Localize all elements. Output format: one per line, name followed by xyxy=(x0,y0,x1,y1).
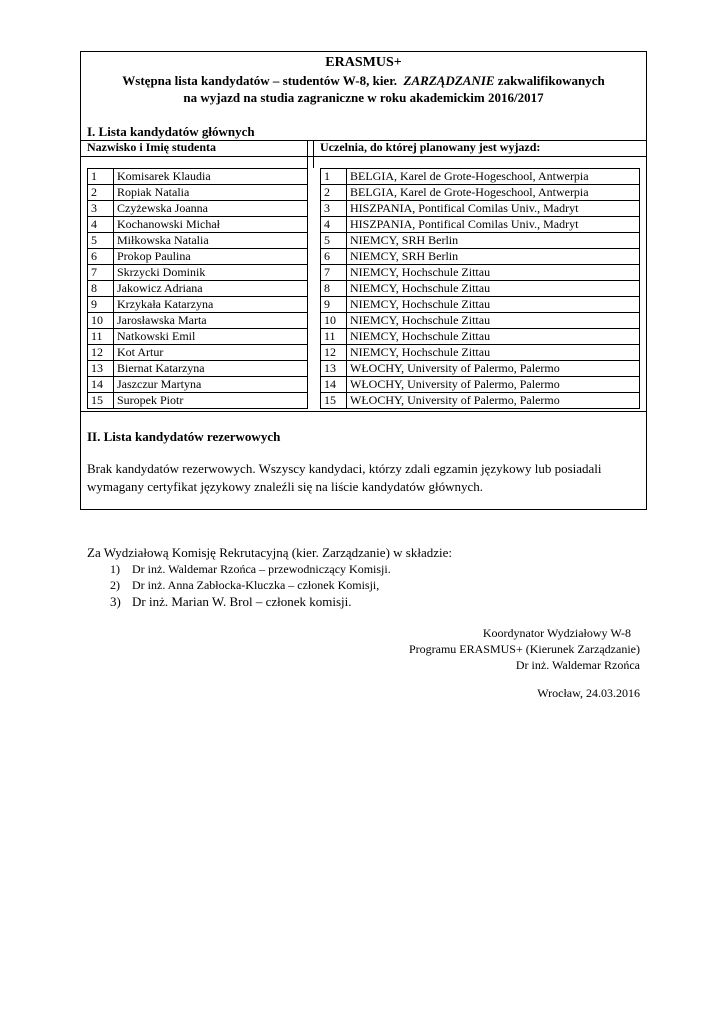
university-row xyxy=(321,361,640,377)
signature-line3: Dr inż. Waldemar Rzońca xyxy=(515,658,640,672)
university-row-name: NIEMCY, Hochschule Zittau xyxy=(347,265,640,281)
university-row-name: NIEMCY, Hochschule Zittau xyxy=(347,297,640,313)
student-row xyxy=(88,217,308,233)
university-row xyxy=(321,345,640,361)
student-row-name: Prokop Paulina xyxy=(114,249,308,265)
row-number: 7 xyxy=(88,265,114,281)
row-number: 4 xyxy=(321,217,347,233)
header-bottom-divider xyxy=(81,156,646,157)
university-row xyxy=(321,233,640,249)
row-number: 5 xyxy=(321,233,347,249)
university-row xyxy=(321,329,640,345)
row-number: 15 xyxy=(321,393,347,409)
university-row-name: NIEMCY, SRH Berlin xyxy=(347,249,640,265)
university-row-name: NIEMCY, SRH Berlin xyxy=(347,233,640,249)
row-number: 9 xyxy=(88,297,114,313)
student-row xyxy=(88,345,308,361)
student-row-name: Ropiak Natalia xyxy=(114,185,308,201)
university-column-header: Uczelnia, do której planowany jest wyjazd: xyxy=(320,140,541,154)
member-number: 2) xyxy=(110,578,120,592)
member-number: 1) xyxy=(110,562,120,576)
document-title: ERASMUS+ xyxy=(325,55,402,70)
row-number: 10 xyxy=(321,313,347,329)
student-row-name: Miłkowska Natalia xyxy=(114,233,308,249)
committee-member xyxy=(110,577,391,593)
student-row xyxy=(88,297,308,313)
university-row xyxy=(321,393,640,409)
university-row xyxy=(321,265,640,281)
university-row-name: WŁOCHY, University of Palermo, Palermo xyxy=(347,393,640,409)
student-row xyxy=(88,313,308,329)
student-row-name: Natkowski Emil xyxy=(114,329,308,345)
subtitle-part2: zakwalifikowanych xyxy=(497,73,605,88)
committee-members xyxy=(110,561,391,611)
header-column-divider-right xyxy=(313,140,314,156)
row-number: 9 xyxy=(321,297,347,313)
row-number: 5 xyxy=(88,233,114,249)
row-number: 14 xyxy=(321,377,347,393)
row-number: 2 xyxy=(321,185,347,201)
row-number: 7 xyxy=(321,265,347,281)
main-list-heading: I. Lista kandydatów głównych xyxy=(87,124,255,139)
university-row xyxy=(321,281,640,297)
subtitle-line2: na wyjazd na studia zagraniczne w roku akademickim 2016/2017 xyxy=(183,90,544,105)
row-number: 4 xyxy=(88,217,114,233)
student-row-name: Komisarek Klaudia xyxy=(114,169,308,185)
student-row xyxy=(88,201,308,217)
subtitle-part1: Wstępna lista kandydatów – studentów W-8, kier. xyxy=(122,73,398,88)
university-row xyxy=(321,185,640,201)
university-row-name: BELGIA, Karel de Grote-Hogeschool, Antwerpia xyxy=(347,169,640,185)
student-row xyxy=(88,377,308,393)
university-row xyxy=(321,201,640,217)
gap-divider-right xyxy=(313,156,314,168)
committee-member xyxy=(110,561,391,577)
row-number: 11 xyxy=(321,329,347,345)
students-table xyxy=(87,168,308,409)
header-column-divider-left xyxy=(307,140,308,156)
member-text: Dr inż. Marian W. Brol – członek komisji. xyxy=(132,594,352,609)
place-date: Wrocław, 24.03.2016 xyxy=(537,686,640,700)
student-row-name: Suropek Piotr xyxy=(114,393,308,409)
signature-line2: Programu ERASMUS+ (Kierunek Zarządzanie) xyxy=(408,642,640,656)
row-number: 8 xyxy=(321,281,347,297)
row-number: 13 xyxy=(88,361,114,377)
student-row-name: Kot Artur xyxy=(114,345,308,361)
university-row-name: BELGIA, Karel de Grote-Hogeschool, Antwerpia xyxy=(347,185,640,201)
student-row-name: Kochanowski Michał xyxy=(114,217,308,233)
row-number: 1 xyxy=(321,169,347,185)
university-row-name: NIEMCY, Hochschule Zittau xyxy=(347,281,640,297)
university-row-name: NIEMCY, Hochschule Zittau xyxy=(347,313,640,329)
row-number: 13 xyxy=(321,361,347,377)
member-number: 3) xyxy=(110,594,121,609)
row-number: 12 xyxy=(321,345,347,361)
university-row-name: WŁOCHY, University of Palermo, Palermo xyxy=(347,377,640,393)
coordinator-signature xyxy=(409,625,640,673)
subtitle-major: ZARZĄDZANIE xyxy=(403,73,495,88)
row-number: 2 xyxy=(88,185,114,201)
row-number: 10 xyxy=(88,313,114,329)
student-row xyxy=(88,169,308,185)
row-number: 15 xyxy=(88,393,114,409)
member-text: Dr inż. Anna Zabłocka-Kluczka – członek Komisji, xyxy=(132,578,380,592)
row-number: 11 xyxy=(88,329,114,345)
row-number: 3 xyxy=(321,201,347,217)
university-row xyxy=(321,297,640,313)
student-row xyxy=(88,361,308,377)
university-row-name: NIEMCY, Hochschule Zittau xyxy=(347,329,640,345)
university-row-name: HISZPANIA, Pontifical Comilas Univ., Madryt xyxy=(347,217,640,233)
university-row xyxy=(321,313,640,329)
student-row-name: Biernat Katarzyna xyxy=(114,361,308,377)
student-row xyxy=(88,265,308,281)
university-row xyxy=(321,169,640,185)
committee-intro: Za Wydziałową Komisję Rekrutacyjną (kier. Zarządzanie) w składzie: xyxy=(87,545,452,560)
row-number: 6 xyxy=(321,249,347,265)
university-row xyxy=(321,217,640,233)
student-row-name: Krzykała Katarzyna xyxy=(114,297,308,313)
student-row-name: Czyżewska Joanna xyxy=(114,201,308,217)
row-number: 6 xyxy=(88,249,114,265)
student-row-name: Jaszczur Martyna xyxy=(114,377,308,393)
student-row xyxy=(88,233,308,249)
university-row xyxy=(321,377,640,393)
committee-member xyxy=(110,593,391,611)
student-column-header: Nazwisko i Imię studenta xyxy=(87,140,217,154)
university-row-name: HISZPANIA, Pontifical Comilas Univ., Madryt xyxy=(347,201,640,217)
gap-divider-left xyxy=(307,156,308,168)
member-text: Dr inż. Waldemar Rzońca – przewodniczący Komisji. xyxy=(132,562,391,576)
document-subtitle xyxy=(81,72,646,106)
student-row xyxy=(88,329,308,345)
student-row-name: Jakowicz Adriana xyxy=(114,281,308,297)
student-row xyxy=(88,185,308,201)
reserve-list-heading: II. Lista kandydatów rezerwowych xyxy=(87,429,281,444)
student-row-name: Jarosławska Marta xyxy=(114,313,308,329)
candidate-list-box xyxy=(80,51,647,510)
row-number: 8 xyxy=(88,281,114,297)
reserve-list-text: Brak kandydatów rezerwowych. Wszyscy kandydaci, którzy zdali egzamin językowy lub posiadali wymagany certyfikat językowy znaleźli się na liście kandydatów głównych. xyxy=(87,461,602,494)
universities-table xyxy=(320,168,640,409)
student-row-name: Skrzycki Dominik xyxy=(114,265,308,281)
row-number: 3 xyxy=(88,201,114,217)
university-row-name: NIEMCY, Hochschule Zittau xyxy=(347,345,640,361)
student-row xyxy=(88,249,308,265)
student-row xyxy=(88,393,308,409)
student-row xyxy=(88,281,308,297)
section-divider xyxy=(81,411,646,412)
university-row-name: WŁOCHY, University of Palermo, Palermo xyxy=(347,361,640,377)
university-row xyxy=(321,249,640,265)
row-number: 14 xyxy=(88,377,114,393)
signature-line1: Koordynator Wydziałowy W-8 xyxy=(482,626,631,640)
row-number: 1 xyxy=(88,169,114,185)
row-number: 12 xyxy=(88,345,114,361)
